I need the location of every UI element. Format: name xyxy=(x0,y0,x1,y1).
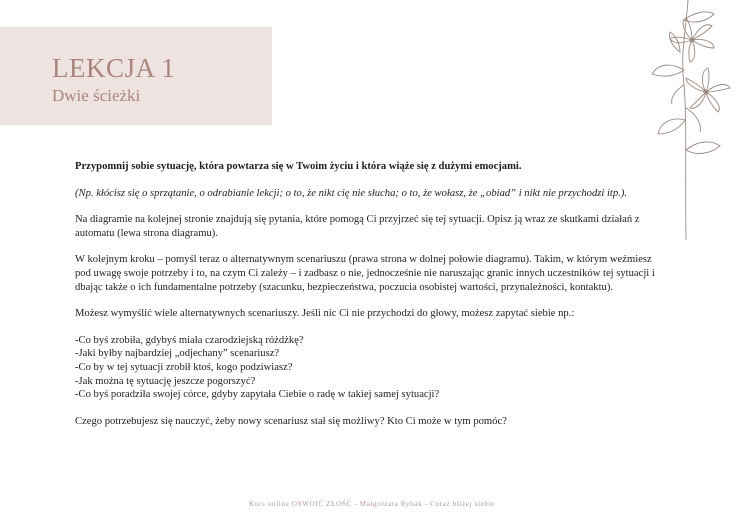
question-item: -Co byś zrobiła, gdybyś miała czarodziejską różdżkę? xyxy=(75,334,304,346)
paragraph-scenarios: Możesz wymyślić wiele alternatywnych scenariuszy. Jeśli nic Ci nie przychodzi do głowy, możesz zapytać siebie np.: xyxy=(75,308,575,320)
question-item: -Co byś poradziła swojej córce, gdyby zapytała Ciebie o radę w takiej samej sytuacji? xyxy=(75,389,440,401)
lesson-subtitle: Dwie ścieżki xyxy=(52,86,141,105)
paragraph-diagram: Na diagramie na kolejnej stronie znajdują się pytania, które pomogą Ci przyjrzeć się tej sytuacji. Opisz ją wraz ze skutkami działań z automatu (lewa strona diagramu). xyxy=(75,214,640,239)
closing-question: Czego potrzebujesz się nauczyć, żeby nowy scenariusz stał się możliwy? Kto Ci może w tym pomóc? xyxy=(75,415,507,427)
question-item: -Co by w tej sytuacji zrobił ktoś, kogo podziwiasz? xyxy=(75,361,293,373)
example-text: (Np. kłócisz się o sprzątanie, o odrabianie lekcji; o to, że nikt cię nie słucha; o to, że wołasz, że „obiad” i nikt nie przychodzi itp.). xyxy=(75,187,627,199)
lead-text: Przypomnij sobie sytuację, która powtarza się w Twoim życiu i która wiąże się z dużymi emocjami. xyxy=(75,161,522,172)
lesson-content xyxy=(75,160,663,428)
page-footer: Kurs online OSWOIĆ ZŁOŚĆ - Małgorzata Rybak - Coraz bliżej siebie xyxy=(249,500,495,508)
question-item: -Jak można tę sytuację jeszcze pogorszyć? xyxy=(75,375,256,387)
lesson-title: LEKCJA 1 xyxy=(52,53,176,83)
paragraph-alternative: W kolejnym kroku – pomyśl teraz o alternatywnym scenariuszu (prawa strona w dolnej połowie diagramu). Takim, w którym weźmiesz pod uwagę swoje potrzeby i to, na czym Ci zależy – i zadbasz o nie, jednocześnie nie naruszając granic innych uczestników tej sytuacji i dbając także o ich fundamentalne potrzeby (szacunku, bezpieczeństwa, poczucia osobistej wartości, przynależności, kontaktu). xyxy=(75,254,655,293)
question-item: -Jaki byłby najbardziej „odjechany” scenariusz? xyxy=(75,348,280,360)
